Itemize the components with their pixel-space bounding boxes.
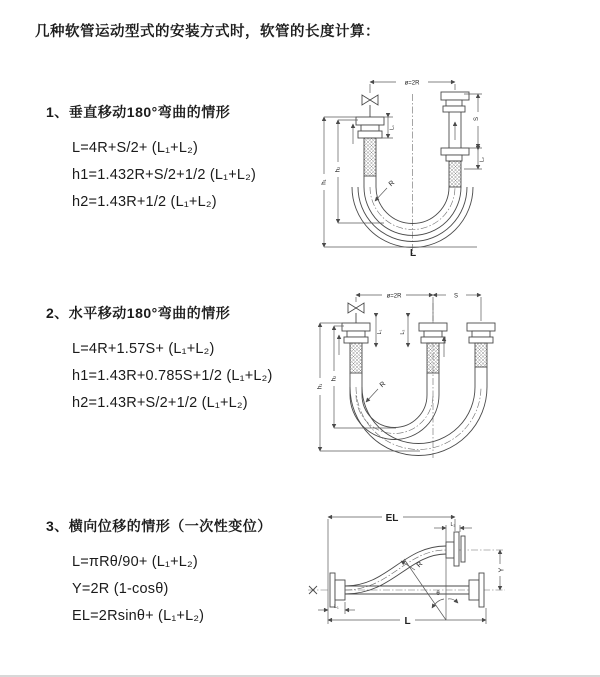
section-lateral-displacement (46, 516, 272, 630)
formula-h1: h1=1.432R+S/2+1/2 (L₁+L₂) (72, 167, 257, 183)
dim-label-r: R (387, 179, 397, 189)
hose-s-curve (345, 546, 446, 594)
formula-length: L=πRθ/90+ (L₁+L₂) (72, 554, 198, 570)
braided-hose-section (364, 138, 376, 176)
braided-hose-section (350, 343, 362, 373)
dim-label-2r: ø=2R (386, 293, 402, 300)
dim-label-h2: h₂ (331, 375, 338, 382)
right-flange-fitting (467, 323, 495, 343)
dim-label-l2: L₂ (400, 329, 406, 335)
diagram-lateral-displacement (300, 502, 600, 642)
dim-label-l1: L₁ (377, 329, 383, 335)
formula-h2: h2=1.43R+1/2 (L₁+L₂) (72, 194, 217, 210)
diagram-horizontal-180-bend (308, 283, 593, 463)
dimension-el (328, 517, 455, 624)
dim-label-r: R (415, 560, 425, 570)
dim-label-s: S (474, 116, 480, 122)
section-1-heading: 1、垂直移动180°弯曲的情形 (46, 104, 231, 120)
dim-label-y: Y (498, 567, 506, 573)
valve-icon (348, 303, 364, 313)
left-flange-fitting (330, 573, 345, 607)
angle-construction (404, 554, 458, 620)
right-upper-flange-fitting (441, 92, 469, 112)
middle-flange-fitting (419, 323, 447, 343)
diagram-vertical-180-bend (312, 72, 592, 257)
dim-label-l2: L₂ (450, 522, 456, 528)
dim-label-h2: h₂ (335, 166, 342, 173)
formula-length: L=4R+1.57S+ (L₁+L₂) (72, 341, 215, 357)
pipe-walls (350, 367, 487, 395)
right-lower-flange-fitting (441, 148, 469, 161)
formula-length: L=4R+S/2+ (L₁+L₂) (72, 140, 198, 156)
braided-hose-section (427, 343, 439, 373)
dim-label-h1: h₁ (317, 383, 324, 390)
formula-el: EL=2Rsinθ+ (L₁+L₂) (72, 608, 205, 624)
dimension-top-width (356, 295, 481, 321)
valve-icon (362, 95, 378, 105)
left-flange-fitting (356, 117, 384, 138)
radius-leader (366, 389, 378, 402)
section-2-heading: 2、水平移动180°弯曲的情形 (46, 305, 231, 321)
braided-hose-section (449, 161, 461, 187)
section-3-heading: 3、横向位移的情形（一次性变位） (46, 518, 272, 534)
dim-label-2r: ø=2R (404, 80, 420, 87)
dim-label-length: L (409, 248, 417, 257)
dim-label-h1: h₁ (321, 179, 328, 185)
dim-label-r: R (378, 380, 388, 390)
braided-hose-section (475, 343, 487, 367)
formula-y: Y=2R (1-cosθ) (72, 581, 169, 597)
dim-label-l1: L₁ (334, 604, 339, 610)
dim-label-l2: L₂ (479, 157, 486, 162)
dim-label-length: L (404, 616, 411, 627)
formula-h2: h2=1.43R+S/2+1/2 (L₁+L₂) (72, 395, 248, 411)
dim-label-l1: L₁ (389, 125, 396, 130)
left-flange-fitting (342, 323, 370, 343)
dim-label-el: EL (385, 513, 399, 524)
formula-h1: h1=1.43R+0.785S+1/2 (L₁+L₂) (72, 368, 273, 384)
dim-label-s: S (453, 293, 459, 300)
upper-flange-fitting (446, 532, 465, 566)
right-lower-flange-fitting (469, 573, 484, 607)
section-vertical-movement (46, 102, 256, 216)
page-title: 几种软管运动型式的安装方式时，软管的长度计算： (35, 24, 380, 40)
dim-label-theta: θ (436, 591, 440, 597)
section-horizontal-movement (46, 303, 273, 417)
